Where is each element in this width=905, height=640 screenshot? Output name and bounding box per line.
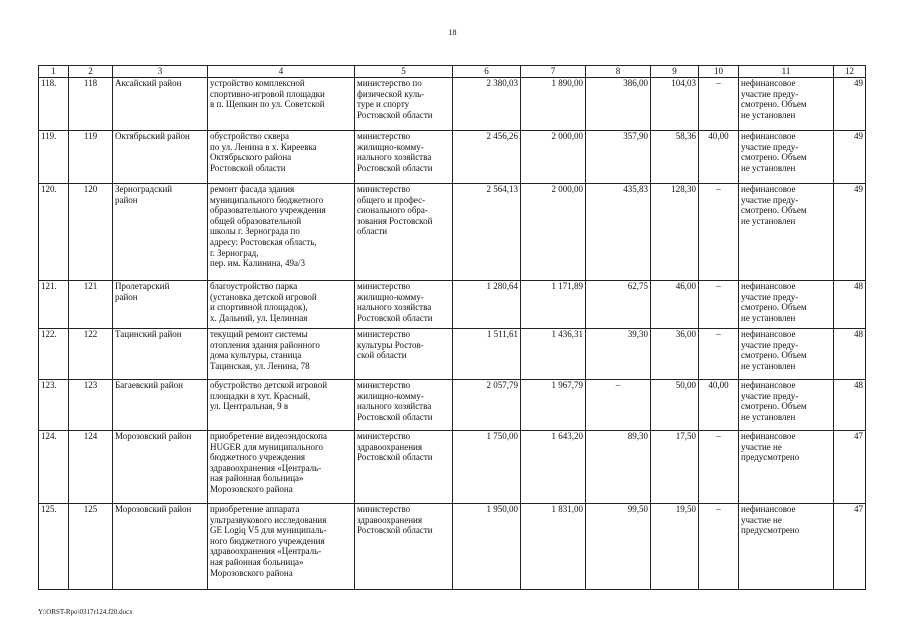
object-cell: приобретение аппарата ультразвукового исследования GE Logiq V5 для муниципаль- ного бюджетного учреждения здравоохранения «Централь- ная районная больница» Морозовского района xyxy=(208,504,355,590)
value-cell: 1 436,31 xyxy=(521,329,586,380)
district-cell: Морозовский район xyxy=(113,431,208,504)
object-cell: устройство комплексной спортивно-игровой площадки в п. Щепкин по ул. Советской xyxy=(208,78,355,131)
value-cell: 1 750,00 xyxy=(453,431,521,504)
table-row xyxy=(39,184,866,281)
ministry-cell: министерство общего и профес- сионального обра- зования Ростовской области xyxy=(355,184,453,281)
value-cell: – xyxy=(699,431,739,504)
column-header: 7 xyxy=(521,66,586,78)
ref-cell: 48 xyxy=(834,329,866,380)
participation-cell: нефинансовое участие преду- смотрено. Объем не установлен xyxy=(739,281,834,329)
ref-cell: 49 xyxy=(834,78,866,131)
row-index: 118. xyxy=(39,78,69,131)
district-cell: Октябрьский район xyxy=(113,131,208,184)
value-cell: 1 511,61 xyxy=(453,329,521,380)
value-cell: 2 000,00 xyxy=(521,184,586,281)
value-cell: – xyxy=(699,329,739,380)
value-cell: 36,00 xyxy=(651,329,699,380)
value-cell: 435,83 xyxy=(586,184,651,281)
column-header: 12 xyxy=(834,66,866,78)
column-numbers-row xyxy=(39,66,866,78)
row-index: 119. xyxy=(39,131,69,184)
table-row xyxy=(39,380,866,431)
object-cell: ремонт фасада здания муниципального бюджетного образовательного учреждения общей образовательной школы г. Зернограда по адресу: Ростовская область, г. Зерноград, пер. им. Калинина, 49а/3 xyxy=(208,184,355,281)
row-index: 123. xyxy=(39,380,69,431)
value-cell: 39,30 xyxy=(586,329,651,380)
ministry-cell: министерство здравоохранения Ростовской области xyxy=(355,504,453,590)
table-row xyxy=(39,281,866,329)
value-cell: 89,30 xyxy=(586,431,651,504)
row-index: 121. xyxy=(39,281,69,329)
row-index: 125. xyxy=(39,504,69,590)
column-header: 4 xyxy=(208,66,355,78)
participation-cell: нефинансовое участие преду- смотрено. Объем не установлен xyxy=(739,380,834,431)
value-cell: 40,00 xyxy=(699,131,739,184)
row-index: 120. xyxy=(39,184,69,281)
value-cell: 17,50 xyxy=(651,431,699,504)
object-cell: обустройство детской игровой площадки в хут. Красный, ул. Центральная, 9 в xyxy=(208,380,355,431)
district-cell: Морозовский район xyxy=(113,504,208,590)
column-header: 6 xyxy=(453,66,521,78)
value-cell: 1 890,00 xyxy=(521,78,586,131)
ref-cell: 49 xyxy=(834,184,866,281)
value-cell: 40,00 xyxy=(699,380,739,431)
column-header: 5 xyxy=(355,66,453,78)
page-number: 18 xyxy=(448,28,457,37)
value-cell: 2 057,79 xyxy=(453,380,521,431)
column-header: 10 xyxy=(699,66,739,78)
row-index: 122. xyxy=(39,329,69,380)
column-header: 1 xyxy=(39,66,69,78)
table-row xyxy=(39,78,866,131)
district-cell: Зерноградский район xyxy=(113,184,208,281)
ministry-cell: министерство жилищно-комму- нального хозяйства Ростовской области xyxy=(355,380,453,431)
column-header: 2 xyxy=(69,66,113,78)
value-cell: 1 950,00 xyxy=(453,504,521,590)
value-cell: 104,03 xyxy=(651,78,699,131)
participation-cell: нефинансовое участие преду- смотрено. Объем не установлен xyxy=(739,329,834,380)
value-cell: – xyxy=(699,504,739,590)
column-header: 11 xyxy=(739,66,834,78)
table-row xyxy=(39,431,866,504)
value-cell: 386,00 xyxy=(586,78,651,131)
row-number: 125 xyxy=(69,504,113,590)
value-cell: 19,50 xyxy=(651,504,699,590)
table-row xyxy=(39,504,866,590)
document-table xyxy=(38,65,866,590)
ministry-cell: министерство здравоохранения Ростовской области xyxy=(355,431,453,504)
row-number: 118 xyxy=(69,78,113,131)
ministry-cell: министерство жилищно-комму- нального хозяйства Ростовской области xyxy=(355,131,453,184)
object-cell: обустройство сквера по ул. Ленина в х. Киреевка Октябрьского района Ростовской области xyxy=(208,131,355,184)
value-cell: 128,30 xyxy=(651,184,699,281)
participation-cell: нефинансовое участие преду- смотрено. Объем не установлен xyxy=(739,184,834,281)
value-cell: 1 831,00 xyxy=(521,504,586,590)
value-cell: 1 171,89 xyxy=(521,281,586,329)
value-cell: 2 456,26 xyxy=(453,131,521,184)
value-cell: 46,00 xyxy=(651,281,699,329)
footer-file-path: Y:\ORST-Rpo\0317r124.f20.docx xyxy=(38,608,133,616)
value-cell: 1 280,64 xyxy=(453,281,521,329)
value-cell: – xyxy=(586,380,651,431)
object-cell: благоустройство парка (установка детской игровой и спортивной площадок), х. Дальний, ул. Целинная xyxy=(208,281,355,329)
value-cell: 1 967,79 xyxy=(521,380,586,431)
value-cell: – xyxy=(699,281,739,329)
value-cell: 357,90 xyxy=(586,131,651,184)
row-number: 119 xyxy=(69,131,113,184)
row-number: 122 xyxy=(69,329,113,380)
row-number: 124 xyxy=(69,431,113,504)
object-cell: приобретение видеоэндоскопа HUGER для муниципального бюджетного учреждения здравоохранения «Централь- ная районная больница» Морозовского района xyxy=(208,431,355,504)
participation-cell: нефинансовое участие преду- смотрено. Объем не установлен xyxy=(739,78,834,131)
table-row xyxy=(39,131,866,184)
value-cell: 62,75 xyxy=(586,281,651,329)
district-cell: Багаевский район xyxy=(113,380,208,431)
ref-cell: 48 xyxy=(834,281,866,329)
participation-cell: нефинансовое участие не предусмотрено xyxy=(739,431,834,504)
value-cell: 1 643,20 xyxy=(521,431,586,504)
participation-cell: нефинансовое участие преду- смотрено. Объем не установлен xyxy=(739,131,834,184)
row-number: 121 xyxy=(69,281,113,329)
ref-cell: 47 xyxy=(834,431,866,504)
ministry-cell: министерство по физической куль- туре и спорту Ростовской области xyxy=(355,78,453,131)
ministry-cell: министерство культуры Ростов- ской области xyxy=(355,329,453,380)
value-cell: 99,50 xyxy=(586,504,651,590)
ref-cell: 47 xyxy=(834,504,866,590)
value-cell: 2 000,00 xyxy=(521,131,586,184)
table-row xyxy=(39,329,866,380)
value-cell: – xyxy=(699,184,739,281)
value-cell: 50,00 xyxy=(651,380,699,431)
ref-cell: 49 xyxy=(834,131,866,184)
participation-cell: нефинансовое участие не предусмотрено xyxy=(739,504,834,590)
district-cell: Аксайский район xyxy=(113,78,208,131)
value-cell: 58,36 xyxy=(651,131,699,184)
ministry-cell: министерство жилищно-комму- нального хозяйства Ростовской области xyxy=(355,281,453,329)
district-cell: Тацинский район xyxy=(113,329,208,380)
object-cell: текущий ремонт системы отопления здания районного дома культуры, станица Тацинская, ул. Ленина, 78 xyxy=(208,329,355,380)
row-number: 123 xyxy=(69,380,113,431)
column-header: 3 xyxy=(113,66,208,78)
column-header: 9 xyxy=(651,66,699,78)
value-cell: – xyxy=(699,78,739,131)
district-cell: Пролетарский район xyxy=(113,281,208,329)
column-header: 8 xyxy=(586,66,651,78)
value-cell: 2 380,03 xyxy=(453,78,521,131)
value-cell: 2 564,13 xyxy=(453,184,521,281)
row-number: 120 xyxy=(69,184,113,281)
ref-cell: 48 xyxy=(834,380,866,431)
row-index: 124. xyxy=(39,431,69,504)
